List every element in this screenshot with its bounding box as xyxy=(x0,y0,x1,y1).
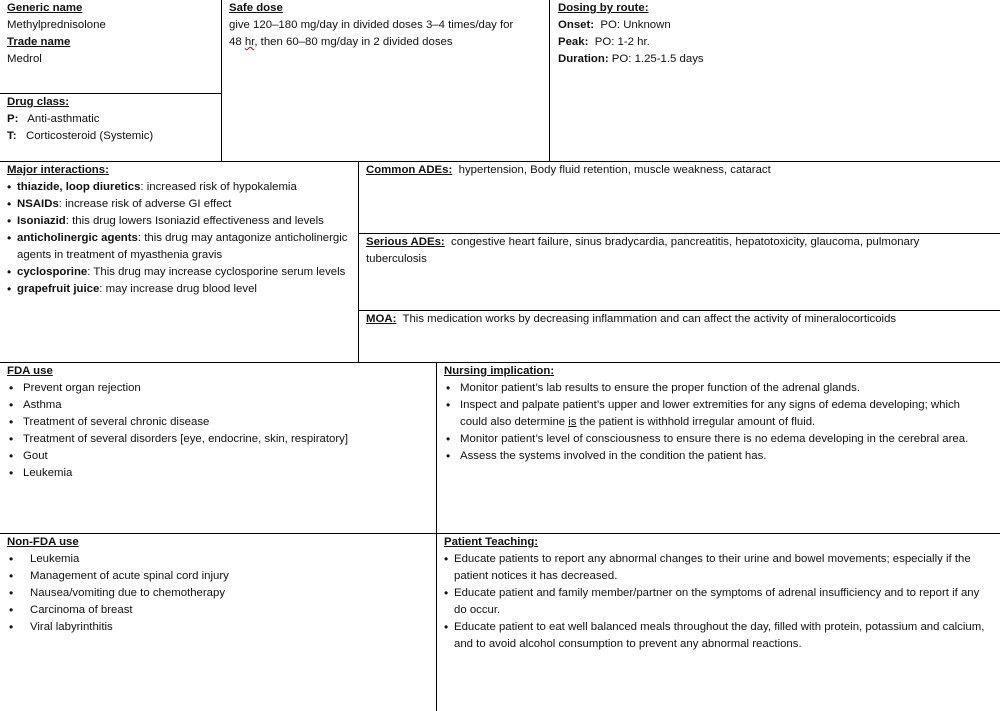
safe-dose-line-2: 48 hr, then 60–80 mg/day in 2 divided doses xyxy=(229,36,453,48)
fda-use-cell xyxy=(7,363,433,482)
pharmacologic-class xyxy=(7,111,219,128)
list-item: • Viral labyrinthitis xyxy=(7,619,433,636)
divider xyxy=(358,161,359,362)
common-ades-cell xyxy=(366,162,996,179)
duration-label: Duration: xyxy=(558,53,609,65)
interactions-list xyxy=(7,179,355,298)
list-item: • Assess the systems involved in the condition the patient has. xyxy=(444,448,990,465)
divider xyxy=(436,362,437,711)
common-ades-text: hypertension, Body fluid retention, muscle weakness, cataract xyxy=(458,164,771,176)
list-item: • Treatment of several disorders [eye, endocrine, skin, respiratory] xyxy=(7,431,433,448)
non-fda-use-heading: Non-FDA use xyxy=(7,536,79,548)
list-item: • thiazide, loop diuretics: increased risk of hypokalemia xyxy=(7,179,355,196)
list-item: • Leukemia xyxy=(7,551,433,568)
list-item: • Nausea/vomiting due to chemotherapy xyxy=(7,585,433,602)
list-item: • Leukemia xyxy=(7,465,433,482)
nursing-list xyxy=(444,380,990,465)
t-value: Corticosteroid (Systemic) xyxy=(26,130,154,142)
spellcheck-word: hr xyxy=(244,36,255,48)
list-item: • Inspect and palpate patient’s upper and lower extremities for any signs of edema developing; which could also determine is the patient is withhold irregular amount of fluid. xyxy=(444,397,990,431)
list-item: • Monitor patient’s lab results to ensure the proper function of the adrenal glands. xyxy=(444,380,990,397)
t-label: T: xyxy=(7,130,17,142)
divider xyxy=(549,0,550,161)
list-item: • Monitor patient’s level of consciousness to ensure there is no edema developing in the cerebral area. xyxy=(444,431,990,448)
generic-name-cell xyxy=(7,0,217,68)
onset-row xyxy=(558,17,998,34)
drug-class-heading: Drug class: xyxy=(7,96,70,108)
divider xyxy=(221,0,222,161)
list-item: • Management of acute spinal cord injury xyxy=(7,568,433,585)
patient-teaching-list xyxy=(444,551,992,653)
safe-dose-cell xyxy=(229,0,547,51)
generic-name-value: Methylprednisolone xyxy=(7,19,106,31)
non-fda-use-cell xyxy=(7,534,433,636)
trade-name-heading: Trade name xyxy=(7,36,71,48)
dosing-cell xyxy=(558,0,998,68)
list-item: • Prevent organ rejection xyxy=(7,380,433,397)
interactions-heading: Major interactions: xyxy=(7,164,109,176)
list-item: • Asthma xyxy=(7,397,433,414)
list-item: • grapefruit juice: may increase drug blood level xyxy=(7,281,355,298)
p-value: Anti-asthmatic xyxy=(27,113,100,125)
nursing-heading: Nursing implication: xyxy=(444,365,555,377)
interactions-cell xyxy=(7,162,355,298)
onset-label: Onset: xyxy=(558,19,595,31)
serious-ades-text: congestive heart failure, sinus bradycardia, pancreatitis, hepatotoxicity, glaucoma, pulmonary tuberculosis xyxy=(366,236,920,265)
non-fda-use-list xyxy=(7,551,433,636)
list-item: • cyclosporine: This drug may increase cyclosporine serum levels xyxy=(7,264,355,281)
p-label: P: xyxy=(7,113,19,125)
list-item: • Educate patients to report any abnormal changes to their urine and bowel movements; especially if the patient notices it has decreased. xyxy=(444,551,992,585)
peak-value: PO: 1-2 hr. xyxy=(594,36,650,48)
fda-use-heading: FDA use xyxy=(7,365,53,377)
patient-teaching-heading: Patient Teaching: xyxy=(444,536,539,548)
peak-row xyxy=(558,34,998,51)
drug-class-cell xyxy=(7,94,219,145)
safe-dose-line-1: give 120–180 mg/day in divided doses 3–4 times/day for xyxy=(229,19,514,31)
nursing-cell xyxy=(444,363,990,465)
list-item: • Educate patient to eat well balanced meals throughout the day, filled with protein, potassium and calcium, and to avoid alcohol consumption to prevent any abnormal reactions. xyxy=(444,619,992,653)
onset-value: PO: Unknown xyxy=(600,19,671,31)
trade-name-value: Medrol xyxy=(7,53,42,65)
common-ades-heading: Common ADEs: xyxy=(366,164,453,176)
list-item: • Educate patient and family member/partner on the symptoms of adrenal insufficiency and to report if any do occur. xyxy=(444,585,992,619)
serious-ades-heading: Serious ADEs: xyxy=(366,236,445,248)
fda-use-list xyxy=(7,380,433,482)
peak-label: Peak: xyxy=(558,36,589,48)
dosing-heading: Dosing by route: xyxy=(558,2,649,14)
moa-text: This medication works by decreasing inflammation and can affect the activity of mineralocorticoids xyxy=(402,313,897,325)
list-item: • Carcinoma of breast xyxy=(7,602,433,619)
duration-row xyxy=(558,51,998,68)
list-item: • NSAIDs: increase risk of adverse GI effect xyxy=(7,196,355,213)
moa-heading: MOA: xyxy=(366,313,397,325)
therapeutic-class xyxy=(7,128,219,145)
duration-value: PO: 1.25-1.5 days xyxy=(611,53,704,65)
list-item: • anticholinergic agents: this drug may antagonize anticholinergic agents in treatment of myasthenia gravis xyxy=(7,230,355,264)
list-item: • Treatment of several chronic disease xyxy=(7,414,433,431)
patient-teaching-cell xyxy=(444,534,992,653)
list-item: • Gout xyxy=(7,448,433,465)
generic-name-heading: Generic name xyxy=(7,2,83,14)
list-item: • Isoniazid: this drug lowers Isoniazid effectiveness and levels xyxy=(7,213,355,230)
safe-dose-heading: Safe dose xyxy=(229,2,283,14)
serious-ades-cell xyxy=(366,234,976,268)
moa-cell xyxy=(366,311,996,328)
